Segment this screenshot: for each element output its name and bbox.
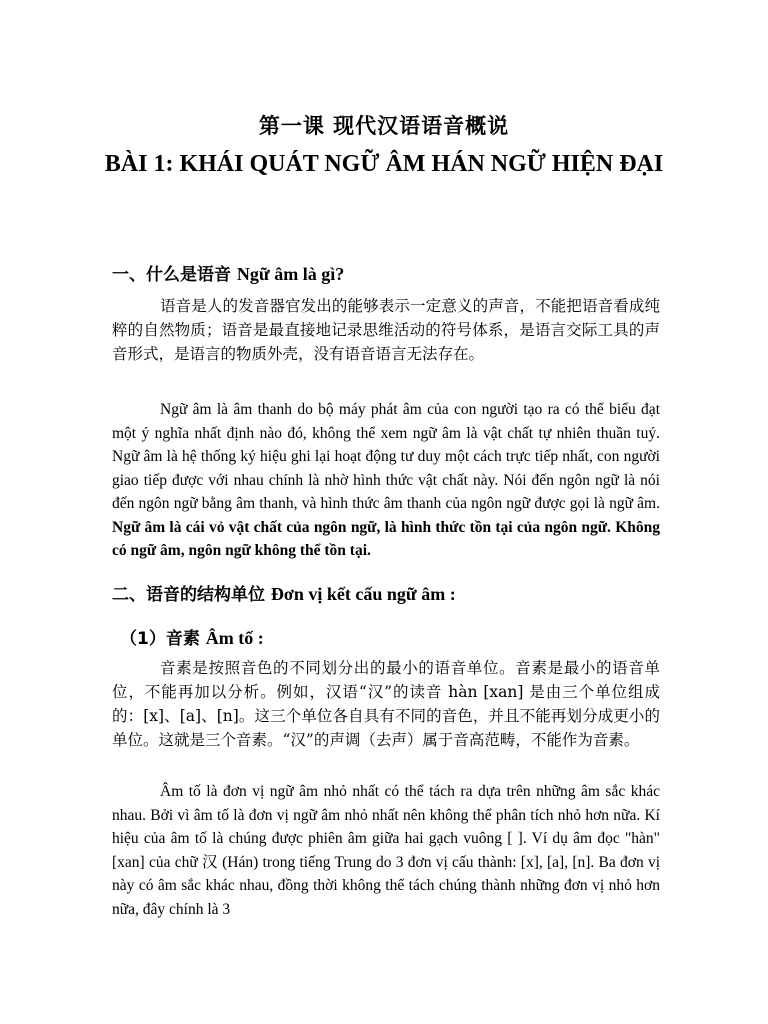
section-1-heading-cn: 一、什么是语音 [112,265,231,285]
subsection-1-heading-vn: Âm tố : [205,628,264,648]
section-1-paragraph-vn [112,398,660,563]
section-1-paragraph-vn-bold: Ngữ âm là cái vỏ vật chất của ngôn ngữ, là hình thức tồn tại của ngôn ngữ. Không có ngữ âm, ngôn ngữ không thể tồn tại. [112,518,660,559]
section-2-paragraph-vn: Âm tố là đơn vị ngữ âm nhỏ nhất có thể tách ra dựa trên những âm sắc khác nhau. Bởi vì âm tố là đơn vị ngữ âm nhỏ nhất nên không thể phân tích nhỏ hơn nữa. Kí hiệu của âm tố là chúng được phiên âm giữa hai gạch vuông [ ]. Ví dụ âm đọc "hàn" [xan] của chữ 汉 (Hán) trong tiếng Trung do 3 đơn vị cấu thành: [x], [a], [n]. Ba đơn vị này có âm sắc khác nhau, đồng thời không thể tách chúng thành những đơn vị nhỏ hơn nữa, đây chính là 3 [112,783,660,918]
lesson-title-chinese: 第一课 现代汉语语音概说 [258,114,510,138]
section-2-heading-cn: 二、语音的结构单位 [112,585,265,605]
section-1-paragraph-cn: 语音是人的发音器官发出的能够表示一定意义的声音，不能把语音看成纯粹的自然物质；语音是最直接地记录思维活动的符号体系，是语言交际工具的声音形式，是语言的物质外壳，没有语音语言无法存在。 [112,297,660,363]
subsection-1-heading-cn: （1）音素 [120,629,200,649]
section-1-heading [112,260,344,285]
section-2-paragraph-cn: 音素是按照音色的不同划分出的最小的语音单位。音素是最小的语音单位，不能再加以分析。例如，汉语“汉”的读音 hàn [xan] 是由三个单位组成的：[x]、[a]、[n]。这三个单位各自具有不同的音色，并且不能再划分成更小的单位。这就是三个音素。“汉”的声调（去声）属于音高范畴，不能作为音素。 [112,659,660,749]
section-1-paragraph-vn-text: Ngữ âm là âm thanh do bộ máy phát âm của con người tạo ra có thể biểu đạt một ý nghĩa nhất định nào đó, không thể xem ngữ âm là vật chất tự nhiên thuần tuý. Ngữ âm là hệ thống ký hiệu ghi lại hoạt động tư duy một cách trực tiếp nhất, con người giao tiếp được với nhau chính là nhờ hình thức vật chất này. Nói đến ngôn ngữ là nói đến ngôn ngữ bằng âm thanh, và hình thức âm thanh của ngôn ngữ được gọi là ngữ âm. [112,401,660,512]
section-2-heading-vn: Đơn vị kết cấu ngữ âm : [270,584,456,604]
subsection-1-heading [120,624,264,649]
section-2-heading [112,580,456,605]
section-1-heading-vn: Ngữ âm là gì? [236,264,345,284]
lesson-title-vietnamese: BÀI 1: KHÁI QUÁT NGỮ ÂM HÁN NGỮ HIỆN ĐẠI [104,151,664,177]
